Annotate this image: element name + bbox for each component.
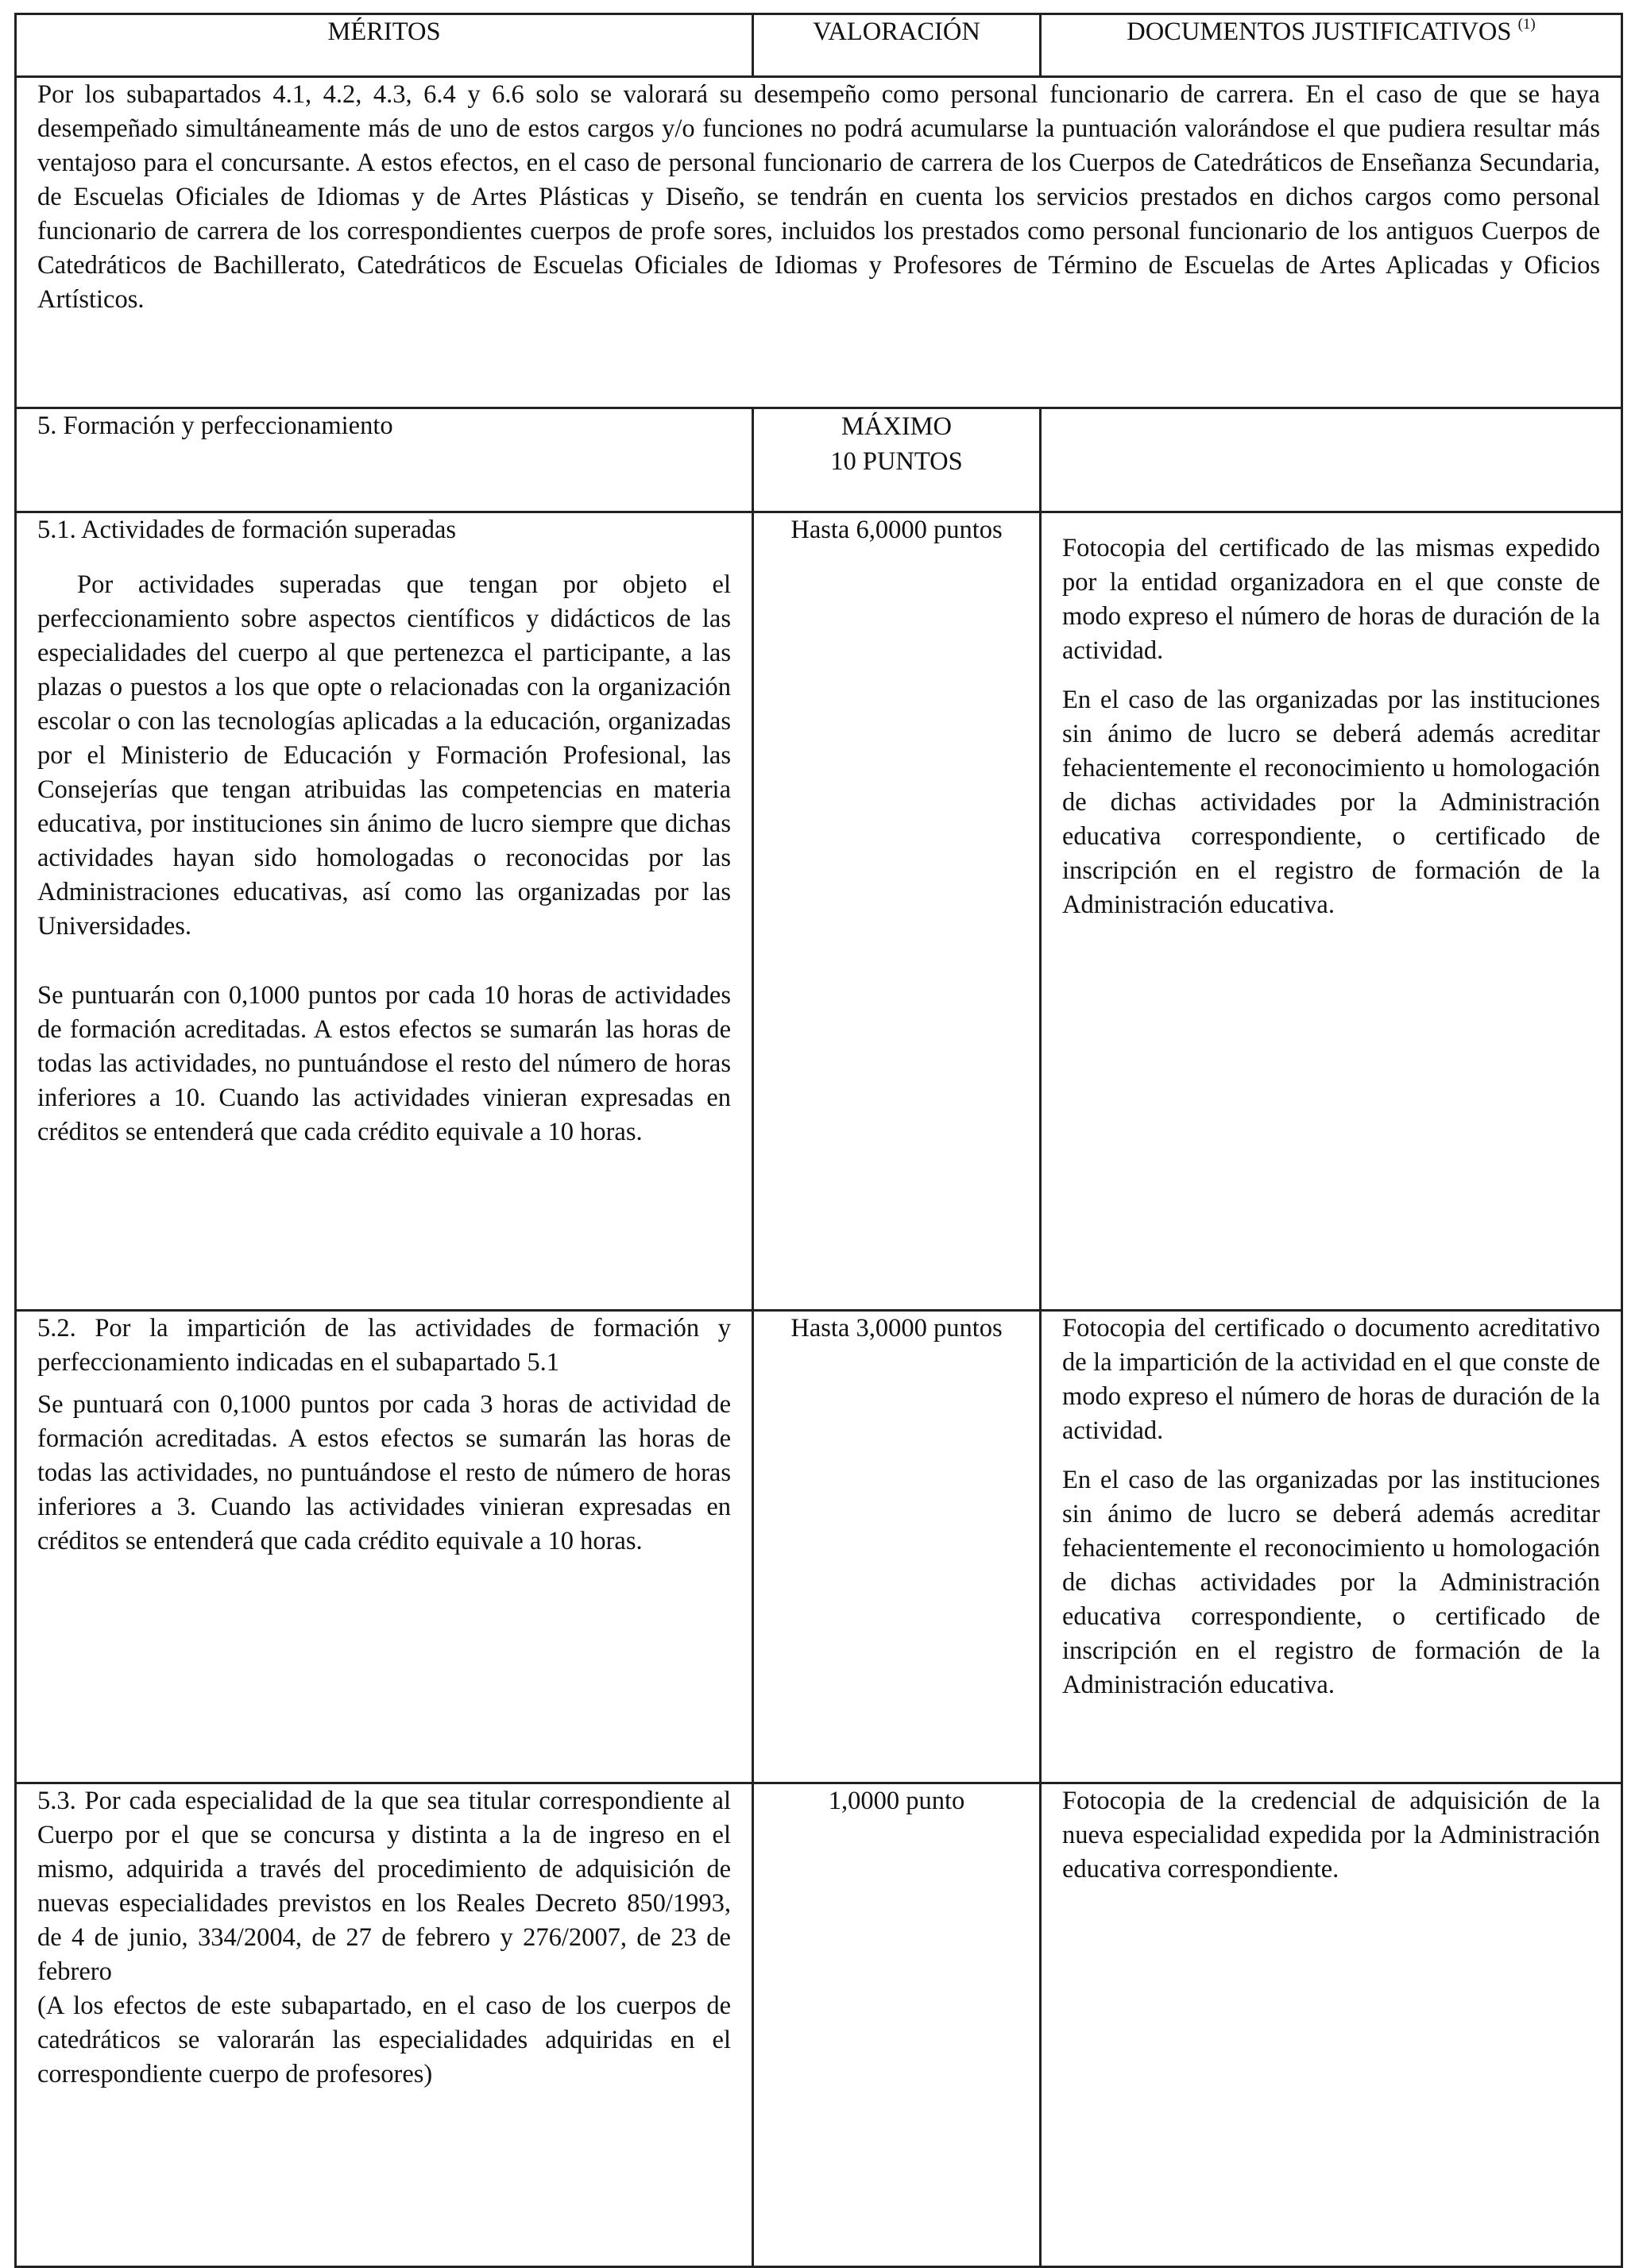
- documents-paragraph: Fotocopia del certificado de las mismas expedido por la entidad organizadora en el que conste de modo expreso el número de horas de duración de la actividad.: [1062, 534, 1600, 665]
- merit-paragraph: Se puntuarán con 0,1000 puntos por cada 10 horas de actividades de formación acreditadas. A estos efectos se sumarán las horas de todas las actividades, no puntuándose el resto del número de horas inferiores a 10. Cuando las actividades vinieran expresadas en créditos se entenderá que cada crédito equivale a 10 horas.: [37, 981, 731, 1146]
- documents-paragraph: En el caso de las organizadas por las instituciones sin ánimo de lucro se deberá además acreditar fehacientemente el reconocimiento u homologación de dichas actividades por la Administración educativa correspondiente, o certificado de inscripción en el registro de formación de la Administración educativa.: [1062, 1466, 1600, 1699]
- section-row: [16, 408, 1622, 512]
- header-meritos: MÉRITOS: [16, 14, 753, 77]
- table-header-row: [16, 14, 1622, 77]
- table-row: [16, 512, 1622, 1311]
- documents-cell: [1041, 1783, 1622, 2267]
- header-valoracion: VALORACIÓN: [753, 14, 1041, 77]
- table-row: [16, 1783, 1622, 2267]
- documents-cell: [1041, 1311, 1622, 1783]
- documents-paragraph: Fotocopia de la credencial de adquisición de la nueva especialidad expedida por la Administración educativa correspondiente.: [1062, 1787, 1600, 1884]
- documents-cell: [1041, 512, 1622, 1311]
- merit-paragraph: Por actividades superadas que tengan por objeto el perfeccionamiento sobre aspectos científicos y didácticos de las especialidades del cuerpo al que pertenezca el participante, a las plazas o puestos a los que opte o relacionadas con la organización escolar o con las tecnologías aplicadas a la educación, organizadas por el Ministerio de Educación y Formación Profesional, las Consejerías que tengan atribuidas las competencias en materia educativa, por instituciones sin ánimo de lucro siempre que dichas actividades hayan sido homologadas o reconocidas por las Administraciones educativas, así como las organizadas por las Universidades.: [37, 570, 731, 941]
- merit-paragraph: 5.3. Por cada especialidad de la que sea titular correspondiente al Cuerpo por el que se concursa y distinta a la de ingreso en el mismo, adquirida a través del procedimiento de adquisición de nuevas especialidades previstos en los Reales Decreto 850/1993, de 4 de junio, 334/2004, de 27 de febrero y 276/2007, de 23 de febrero: [37, 1787, 731, 1986]
- section-title: 5. Formación y perfeccionamiento: [16, 408, 753, 512]
- merit-paragraph: Se puntuará con 0,1000 puntos por cada 3 horas de actividad de formación acreditadas. A estos efectos se sumarán las horas de todas las actividades, no puntuándose el resto de número de horas inferiores a 3. Cuando las actividades vinieran expresadas en créditos se entenderá que cada crédito equivale a 10 horas.: [37, 1390, 731, 1555]
- header-documentos: DOCUMENTOS JUSTIFICATIVOS $^{(1)}$: [1041, 14, 1622, 77]
- section-max-score: [753, 408, 1041, 512]
- max-line-1: MÁXIMO: [841, 412, 953, 441]
- documents-paragraph: Fotocopia del certificado o documento acreditativo de la impartición de la actividad en el que conste de modo expreso el número de horas de duración de la actividad.: [1062, 1314, 1600, 1445]
- valoracion-cell: 1,0000 punto: [753, 1783, 1041, 2267]
- intro-row: [16, 77, 1622, 408]
- merits-table: [14, 13, 1623, 2268]
- merit-title: 5.1. Actividades de formación superadas: [37, 516, 457, 544]
- merit-title: 5.2. Por la impartición de las actividades de formación y perfeccionamiento indicadas en el subapartado 5.1: [37, 1314, 731, 1377]
- merit-cell: [16, 1783, 753, 2267]
- merit-paragraph: (A los efectos de este subapartado, en el caso de los cuerpos de catedráticos se valorarán las especialidades adquiridas en el correspondiente cuerpo de profesores): [37, 1992, 731, 2088]
- documents-paragraph: En el caso de las organizadas por las instituciones sin ánimo de lucro se deberá además acreditar fehacientemente el reconocimiento u homologación de dichas actividades por la Administración educativa correspondiente, o certificado de inscripción en el registro de formación de la Administración educativa.: [1062, 686, 1600, 919]
- max-line-2: 10 PUNTOS: [830, 447, 963, 476]
- footnote-ref: (1): [1517, 16, 1536, 33]
- table-row: [16, 1311, 1622, 1783]
- intro-text: Por los subapartados 4.1, 4.2, 4.3, 6.4 y 6.6 solo se valorará su desempeño como personal funcionario de carrera. En el caso de que se haya desempeñado simultáneamente más de uno de estos cargos y/o funciones no podrá acumularse la puntuación valorándose el que pudiera resultar más ventajoso para el concursante. A estos efectos, en el caso de personal funcionario de carrera de los Cuerpos de Catedráticos de Enseñanza Secundaria, de Escuelas Oficiales de Idiomas y de Artes Plásticas y Diseño, se tendrán en cuenta los servicios prestados en dichos cargos como personal funcionario de carrera de los correspondientes cuerpos de profe sores, incluidos los prestados como personal funcionario de los antiguos Cuerpos de Catedráticos de Bachillerato, Catedráticos de Escuelas Oficiales de Idiomas y Profesores de Término de Escuelas de Artes Aplicadas y Oficios Artísticos.: [16, 77, 1622, 408]
- merit-cell: [16, 1311, 753, 1783]
- valoracion-cell: Hasta 3,0000 puntos: [753, 1311, 1041, 1783]
- valoracion-cell: Hasta 6,0000 puntos: [753, 512, 1041, 1311]
- merit-cell: [16, 512, 753, 1311]
- section-docs-empty: [1041, 408, 1622, 512]
